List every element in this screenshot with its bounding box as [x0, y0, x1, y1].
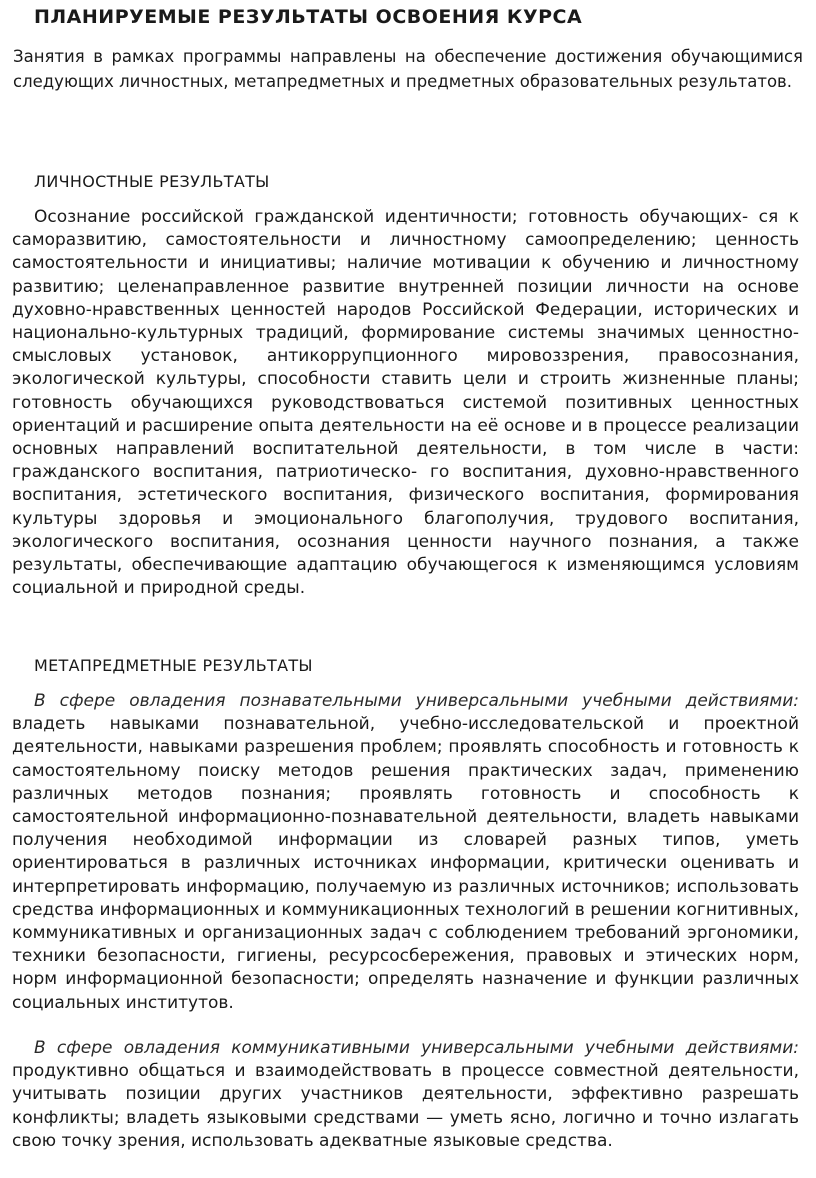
paragraph-lead: В сфере овладения познавательными универсальными учебными действиями: — [34, 691, 799, 711]
cognitive-actions-paragraph — [12, 690, 799, 1015]
personal-results-paragraph — [12, 206, 799, 600]
paragraph-text: Осознание российской гражданской идентичности; готовность обучающих- ся к саморазвитию, самостоятельности и личностному самоопределению; ценность самостоятельности и инициативы; наличие мотивации к обучению и личностному развитию; целенаправленное развитие внутренней позиции личности на основе духовно-нравственных ценностей народов Российской Федерации, исторических и национально-культурных традиций, формирование системы значимых ценностно-смысловых установок, антикоррупционного мировоззрения, правосознания, экологической культуры, способности ставить цели и строить жизненные планы; готовность обучающихся руководствоваться системой позитивных ценностных ориентаций и расширение опыта деятельности на её основе и в процессе реализации основных направлений воспитательной деятельности, в том числе в части: гражданского воспитания, патриотическо- го воспитания, духовно-нравственного воспитания, эстетического воспитания, физического воспитания, формирования культуры здоровья и эмоционального благополучия, трудового воспитания, экологического воспитания, осознания ценности научного познания, а также результаты, обеспечивающие адаптацию обучающегося к изменяющимся условиям социальной и природной среды. — [12, 207, 799, 599]
paragraph-text: продуктивно общаться и взаимодействовать в процессе совместной деятельности, учитывать позиции других участников деятельности, эффективно разрешать конфликты; владеть языковыми средствами — уметь ясно, логично и точно излагать свою точку зрения, использовать адекватные языковые средства. — [12, 1061, 799, 1151]
intro-paragraph: Занятия в рамках программы направлены на обеспечение достижения обучающимися следующих личностных, метапредметных и предметных образовательных результатов. — [13, 47, 803, 91]
section-heading-personal: ЛИЧНОСТНЫЕ РЕЗУЛЬТАТЫ — [34, 172, 270, 191]
paragraph-text: владеть навыками познавательной, учебно-исследовательской и проектной деятельности, навыками разрешения проблем; проявлять способность и готовность к самостоятельному поиску методов решения практических задач, применению различных методов познания; проявлять готовность и способность к самостоятельной информационно-познавательной деятельности, владеть навыками получения необходимой информации из словарей разных типов, уметь ориентироваться в различных источниках информации, критически оценивать и интерпретировать информацию, получаемую из различных источников; использовать средства информационных и коммуникационных технологий в решении когнитивных, коммуникативных и организационных задач с соблюдением требований эргономики, техники безопасности, гигиены, ресурсосбережения, правовых и этических норм, норм информационной безопасности; определять назначение и функции различных социальных институтов. — [12, 714, 799, 1013]
communicative-actions-paragraph — [12, 1037, 799, 1153]
section-heading-metasubject: МЕТАПРЕДМЕТНЫЕ РЕЗУЛЬТАТЫ — [34, 656, 313, 675]
page-title: ПЛАНИРУЕМЫЕ РЕЗУЛЬТАТЫ ОСВОЕНИЯ КУРСА — [34, 6, 583, 28]
paragraph-lead: В сфере овладения коммуникативными универсальными учебными действиями: — [34, 1038, 799, 1058]
